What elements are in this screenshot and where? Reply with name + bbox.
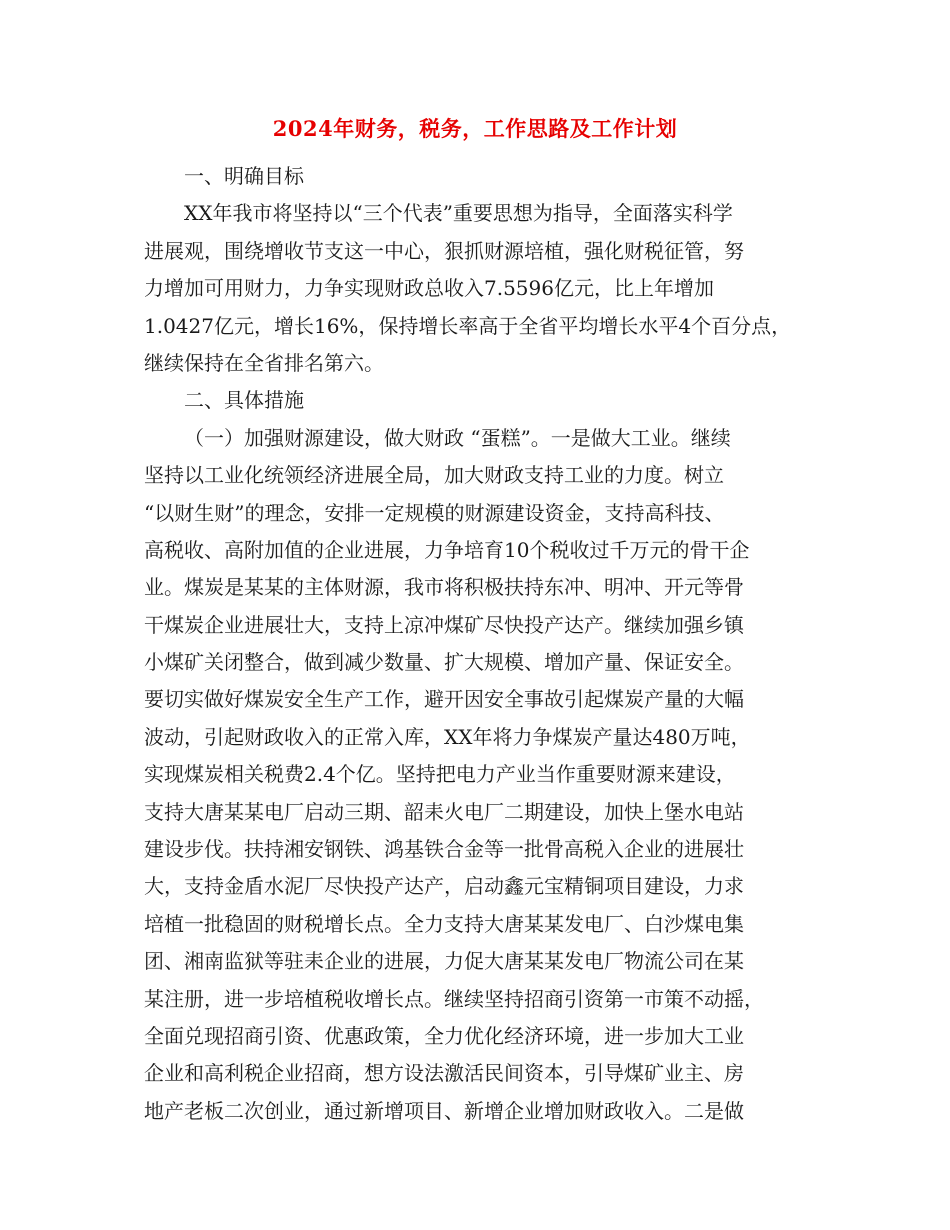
paragraph-line: 坚持以工业化统领经济进展全局，加大财政支持工业的力度。树立 xyxy=(144,463,724,488)
paragraph-line: 1.0427亿元，增长16%，保持增长率高于全省平均增长水平4个百分点， xyxy=(144,313,792,338)
paragraph-line: 培植一批稳固的财税增长点。全力支持大唐某某发电厂、白沙煤电集 xyxy=(144,911,744,936)
paragraph-line: 团、湘南监狱等驻耒企业的进展，力促大唐某某发电厂物流公司在某 xyxy=(144,949,744,974)
document-title: 2024年财务，税务，工作思路及工作计划 xyxy=(272,116,678,141)
paragraph-line: 要切实做好煤炭安全生产工作，避开因安全事故引起煤炭产量的大幅 xyxy=(144,687,744,712)
paragraph-line: “以财生财”的理念，安排一定规模的财源建设资金，支持高科技、 xyxy=(144,500,725,525)
paragraph-line: （一）加强财源建设，做大财政 “蛋糕”。一是做大工业。继续 xyxy=(184,425,731,450)
paragraph-line: 业。煤炭是某某的主体财源，我市将积极扶持东冲、明冲、开元等骨 xyxy=(144,575,744,600)
paragraph-line: XX年我市将坚持以“三个代表”重要思想为指导，全面落实科学 xyxy=(184,201,733,226)
paragraph-line: 大，支持金盾水泥厂尽快投产达产，启动鑫元宝精铜项目建设，力求 xyxy=(144,874,744,899)
document-body xyxy=(144,158,814,1130)
paragraph-line: 波动，引起财政收入的正常入库，XX年将力争煤炭产量达480万吨， xyxy=(144,724,751,749)
paragraph-line: 小煤矿关闭整合，做到减少数量、扩大规模、增加产量、保证安全。 xyxy=(144,650,744,675)
paragraph-line: 全面兑现招商引资、优惠政策，全力优化经济环境，进一步加大工业 xyxy=(144,1023,744,1048)
paragraph-line: 某注册，进一步培植税收增长点。继续坚持招商引资第一市策不动摇， xyxy=(144,986,764,1011)
paragraph-line: 干煤炭企业进展壮大，支持上凉冲煤矿尽快投产达产。继续加强乡镇 xyxy=(144,612,744,637)
paragraph-line: 实现煤炭相关税费2.4个亿。坚持把电力产业当作重要财源来建设， xyxy=(144,762,736,787)
paragraph-line: 力增加可用财力，力争实现财政总收入7.5596亿元，比上年增加 xyxy=(144,276,714,301)
paragraph-line: 支持大唐某某电厂启动三期、韶耒火电厂二期建设，加快上堡水电站 xyxy=(144,799,744,824)
paragraph-line: 进展观，围绕增收节支这一中心，狠抓财源培植，强化财税征管，努 xyxy=(144,238,744,263)
paragraph-line: 建设步伐。扶持湘安钢铁、鸿基铁合金等一批骨高税入企业的进展壮 xyxy=(144,837,744,862)
paragraph-line: 地产老板二次创业，通过新增项目、新增企业增加财政收入。二是做 xyxy=(144,1098,744,1123)
heading-measures: 二、具体措施 xyxy=(184,388,304,413)
heading-goals: 一、明确目标 xyxy=(184,164,304,188)
paragraph-line: 企业和高利税企业招商，想方设法激活民间资本，引导煤矿业主、房 xyxy=(144,1061,744,1086)
paragraph-line: 继续保持在全省排名第六。 xyxy=(144,350,384,375)
paragraph-line: 高税收、高附加值的企业进展，力争培育10个税收过千万元的骨干企 xyxy=(144,537,750,562)
